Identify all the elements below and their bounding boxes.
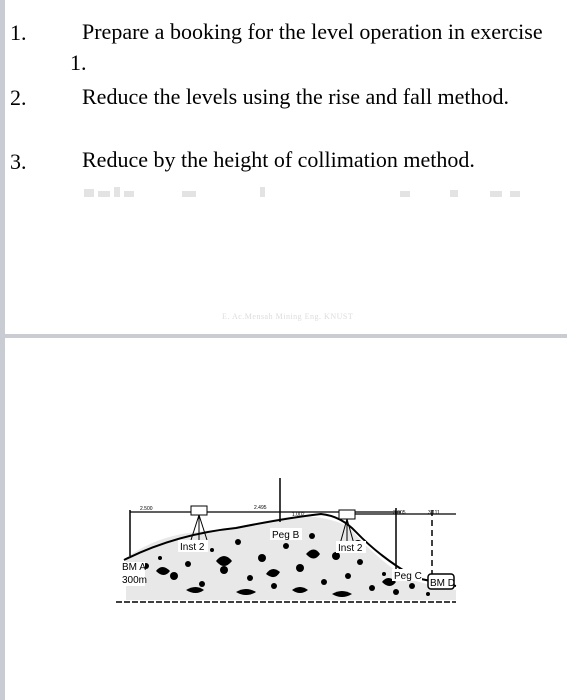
page-divider bbox=[0, 334, 567, 338]
question-2-text: Reduce the levels using the rise and fall method. bbox=[82, 84, 510, 109]
reading-1: 2.500 bbox=[140, 506, 153, 512]
cut-off-text-line bbox=[70, 186, 530, 198]
question-1-text: Prepare a booking for the level operation in exercise 1. bbox=[70, 19, 543, 75]
ground-texture bbox=[116, 514, 456, 602]
faded-footer-text: E. Ac.Mensah Mining Eng. KNUST bbox=[222, 312, 354, 321]
question-2-number: 2. bbox=[10, 85, 27, 110]
bm-a-label: BM A bbox=[122, 562, 146, 573]
reading-4: 3.005 bbox=[393, 510, 406, 516]
question-3-text: Reduce by the height of collimation method. bbox=[82, 147, 475, 172]
question-1-number: 1. bbox=[10, 20, 27, 45]
inst-right-label: Inst 2 bbox=[338, 543, 363, 554]
peg-b-label: Peg B bbox=[272, 530, 300, 541]
reading-2: 2.495 bbox=[254, 505, 267, 511]
inst-left-label: Inst 2 bbox=[180, 542, 205, 553]
bm-a-value: 300m bbox=[122, 575, 148, 586]
question-3-number: 3. bbox=[10, 149, 27, 174]
peg-c-label: Peg C bbox=[394, 571, 422, 582]
reading-5: 3.111 bbox=[428, 510, 440, 516]
reading-3: 1.002 bbox=[292, 512, 305, 518]
left-margin-bar bbox=[0, 0, 5, 700]
leveling-diagram bbox=[116, 466, 461, 611]
bm-d-label: BM D bbox=[430, 578, 455, 589]
